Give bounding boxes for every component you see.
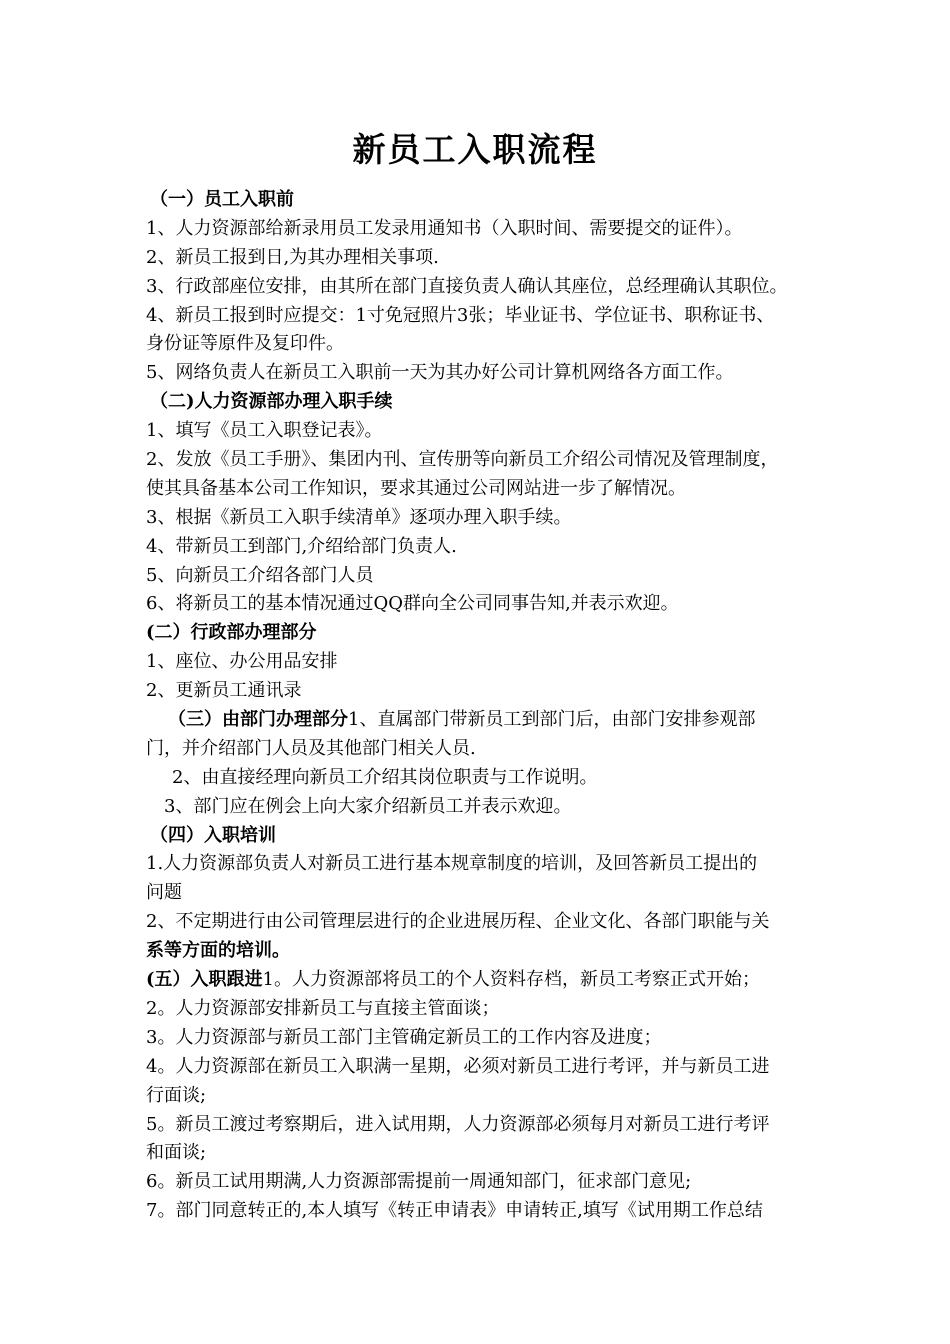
line-text: 行面谈; bbox=[146, 1084, 207, 1106]
line-text: 5。新员工渡过考察期后，进入试用期，人力资源部必须每月对新员工进行考评 bbox=[146, 1113, 770, 1135]
line-text: 1、直属部门带新员工到部门后，由部门安排参观部 bbox=[348, 709, 756, 731]
document-body bbox=[146, 186, 822, 1226]
line-text: 问题 bbox=[146, 882, 182, 904]
paragraph-line bbox=[146, 475, 822, 504]
paragraph-line bbox=[146, 417, 822, 446]
paragraph-line bbox=[146, 1197, 822, 1226]
paragraph-line bbox=[146, 677, 822, 706]
paragraph-line bbox=[146, 330, 822, 359]
heading-text: （三）由部门办理部分 bbox=[168, 709, 348, 731]
page-title: 新员工入职流程 bbox=[352, 130, 598, 169]
line-text: 和面谈; bbox=[146, 1142, 207, 1164]
line-text: 门，并介绍部门人员及其他部门相关人员. bbox=[146, 737, 476, 759]
line-text: 4、新员工报到时应提交：1寸免冠照片3张；毕业证书、学位证书、职称证书、 bbox=[146, 304, 775, 326]
line-text: 2。人力资源部安排新员工与直接主管面谈； bbox=[146, 997, 500, 1019]
paragraph-line bbox=[146, 244, 822, 273]
line-text: 2、不定期进行由公司管理层进行的企业进展历程、企业文化、各部门职能与关 bbox=[146, 911, 770, 933]
line-text: 7。部门同意转正的,本人填写《转正申请表》申请转正,填写《试用期工作总结 bbox=[146, 1200, 763, 1222]
line-text: 3、根据《新员工入职手续清单》逐项办理入职手续。 bbox=[146, 506, 572, 528]
section-heading-1 bbox=[146, 186, 822, 215]
line-text: 1、座位、办公用品安排 bbox=[146, 651, 338, 673]
line-text: 4。人力资源部在新员工入职满一星期，必须对新员工进行考评，并与新员工进 bbox=[146, 1055, 770, 1077]
paragraph-line bbox=[146, 359, 822, 388]
section-heading-6 bbox=[146, 966, 822, 995]
paragraph-line bbox=[146, 879, 822, 908]
paragraph-line bbox=[146, 995, 822, 1024]
paragraph-line bbox=[146, 302, 822, 331]
heading-text: （二)人力资源部办理入职手续 bbox=[150, 391, 393, 413]
section-heading-5 bbox=[146, 822, 822, 851]
heading-text: (五）入职跟进 bbox=[146, 969, 263, 991]
line-text: 3、部门应在例会上向大家介绍新员工并表示欢迎。 bbox=[164, 795, 572, 817]
line-text: 1、人力资源部给新录用员工发录用通知书（入职时间、需要提交的证件）。 bbox=[146, 217, 743, 239]
paragraph-line bbox=[146, 850, 822, 879]
paragraph-line bbox=[146, 533, 822, 562]
paragraph-line bbox=[146, 793, 822, 822]
line-text: 6、将新员工的基本情况通过QQ群向全公司同事告知,并表示欢迎。 bbox=[146, 593, 679, 615]
paragraph-line bbox=[146, 1053, 822, 1082]
heading-text: （一）员工入职前 bbox=[150, 189, 294, 210]
paragraph-line bbox=[146, 562, 822, 591]
heading-text: （四）入职培训 bbox=[150, 824, 276, 846]
heading-text: (二）行政部办理部分 bbox=[146, 622, 317, 644]
line-text: 1.人力资源部负责人对新员工进行基本规章制度的培训，及回答新员工提出的 bbox=[146, 853, 758, 875]
paragraph-line bbox=[146, 648, 822, 677]
paragraph-line bbox=[146, 504, 822, 533]
paragraph-line bbox=[146, 1168, 822, 1197]
line-text: 2、由直接经理向新员工介绍其岗位职责与工作说明。 bbox=[172, 766, 598, 788]
line-text: 使其具备基本公司工作知识，要求其通过公司网站进一步了解情况。 bbox=[146, 477, 686, 499]
line-text: 2、发放《员工手册》、集团内刊、宣传册等向新员工介绍公司情况及管理制度， bbox=[146, 449, 779, 471]
line-text: 3、行政部座位安排，由其所在部门直接负责人确认其座位，总经理确认其职位。 bbox=[146, 275, 788, 297]
line-text: 4、带新员工到部门,介绍给部门负责人. bbox=[146, 535, 457, 557]
section-heading-4 bbox=[146, 706, 822, 735]
line-text: 3。人力资源部与新员工部门主管确定新员工的工作内容及进度； bbox=[146, 1026, 662, 1048]
line-text: 5、网络负责人在新员工入职前一天为其办好公司计算机网络各方面工作。 bbox=[146, 362, 734, 384]
paragraph-line-bold bbox=[146, 937, 822, 966]
paragraph-line bbox=[146, 590, 822, 619]
line-text: 2、更新员工通讯录 bbox=[146, 680, 302, 702]
line-text: 1。人力资源部将员工的个人资料存档，新员工考察正式开始； bbox=[262, 969, 760, 991]
section-heading-3 bbox=[146, 619, 822, 648]
paragraph-line bbox=[146, 1024, 822, 1053]
paragraph-line bbox=[146, 1111, 822, 1140]
paragraph-line bbox=[146, 764, 822, 793]
heading-text: 系等方面的培训。 bbox=[146, 940, 290, 962]
paragraph-line bbox=[146, 215, 822, 244]
line-text: 5、向新员工介绍各部门人员 bbox=[146, 564, 374, 586]
paragraph-line bbox=[146, 735, 822, 764]
section-heading-2 bbox=[146, 388, 822, 417]
paragraph-line bbox=[146, 273, 822, 302]
line-text: 1、填写《员工入职登记表》。 bbox=[146, 420, 383, 442]
paragraph-line bbox=[146, 446, 822, 475]
paragraph-line bbox=[146, 1082, 822, 1111]
line-text: 6。新员工试用期满,人力资源部需提前一周通知部门，征求部门意见; bbox=[146, 1171, 692, 1193]
line-text: 身份证等原件及复印件。 bbox=[146, 333, 344, 355]
paragraph-line bbox=[146, 908, 822, 937]
line-text: 2、新员工报到日,为其办理相关事项. bbox=[146, 246, 439, 268]
paragraph-line bbox=[146, 1139, 822, 1168]
